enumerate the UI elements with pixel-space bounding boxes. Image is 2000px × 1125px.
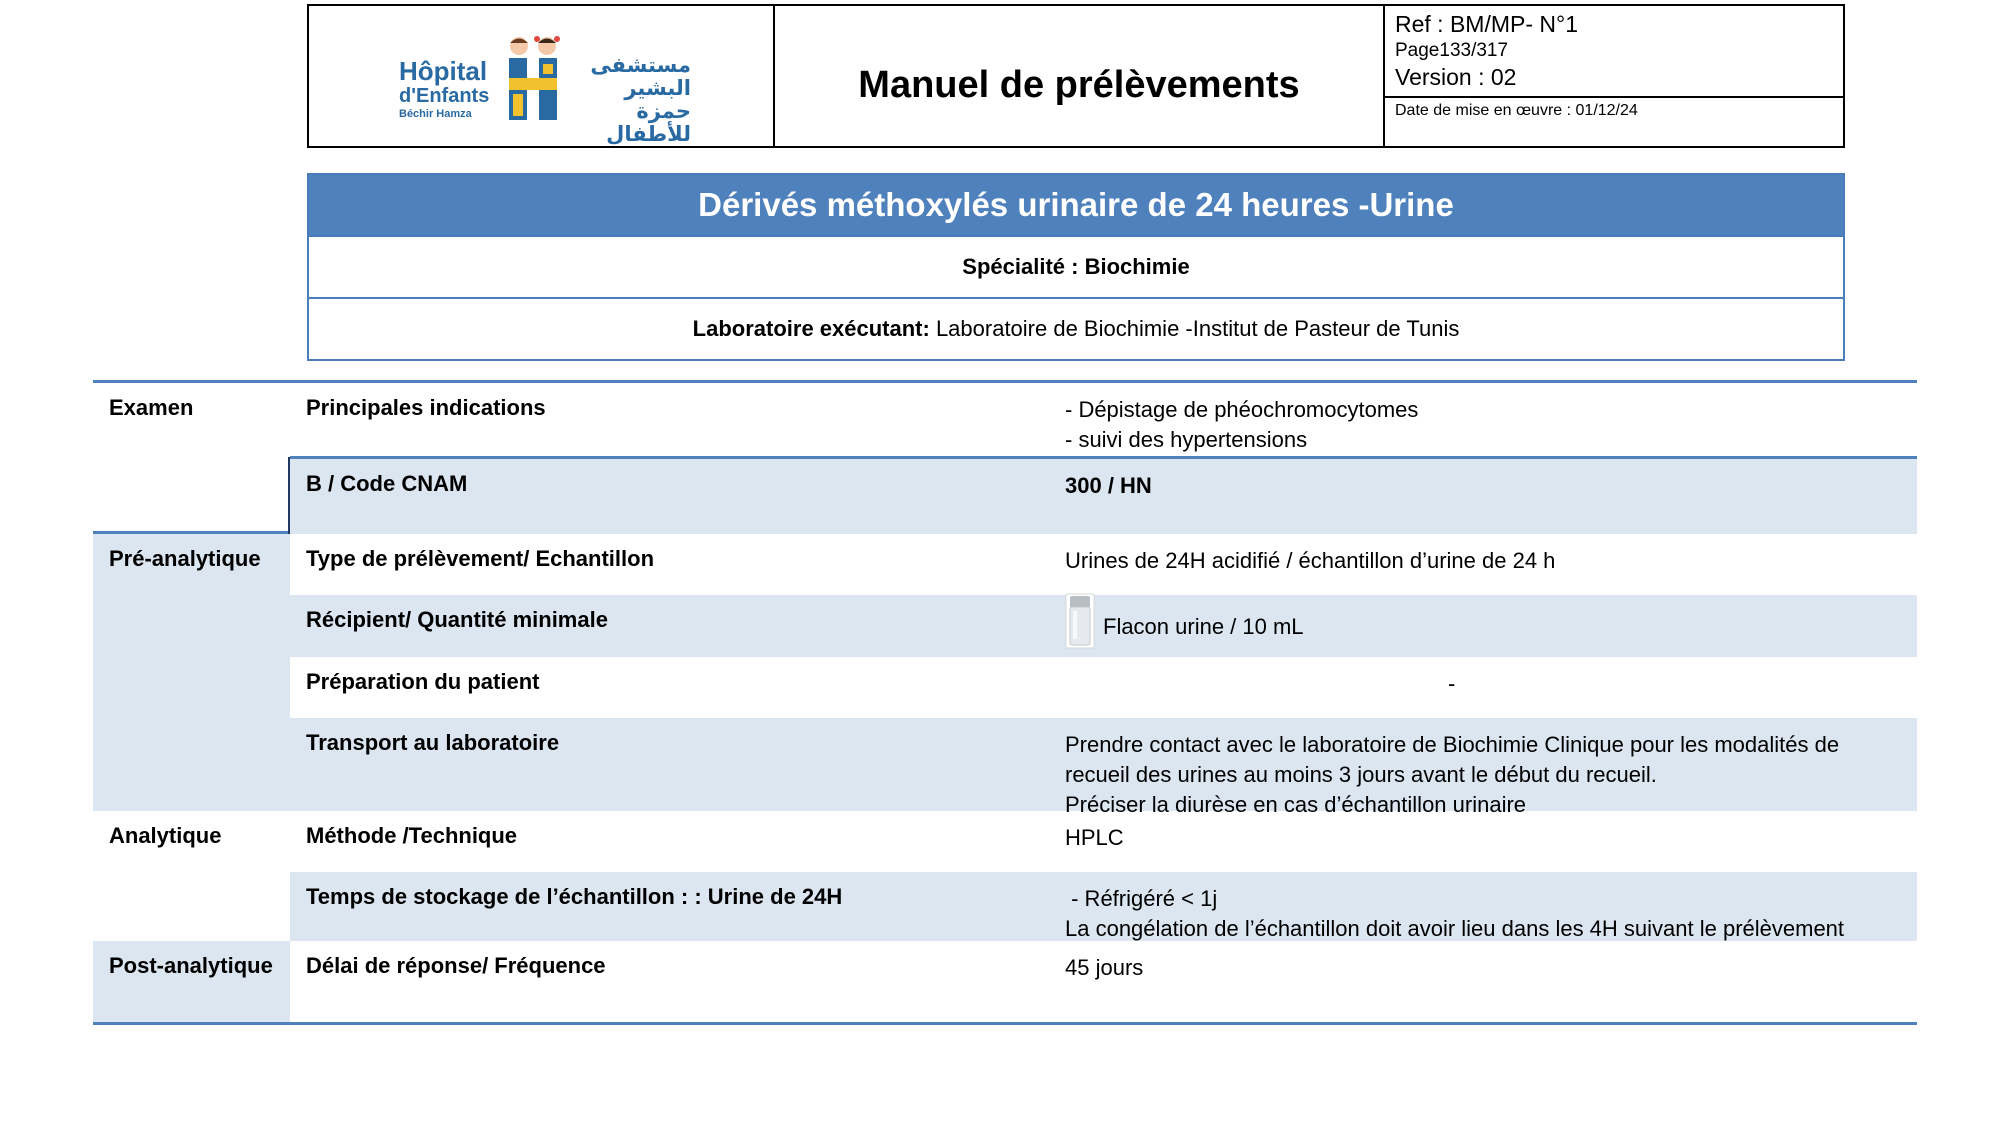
section-examen — [93, 383, 290, 459]
storage-value — [1065, 884, 1844, 944]
transport-label: Transport au laboratoire — [306, 730, 560, 755]
cnam-label: B / Code CNAM — [306, 471, 468, 496]
logo-ar-line-2: البشير حمزة — [624, 76, 691, 123]
storage-line-1: - Réfrigéré < 1j — [1065, 886, 1218, 911]
section-analytique-label: Analytique — [109, 823, 222, 848]
row-delay — [290, 941, 1917, 1022]
logo-ar-line-3: للأطفال — [606, 122, 691, 146]
patient-prep-value: - — [1448, 671, 1456, 696]
indication-2: - suivi des hypertensions — [1065, 427, 1308, 452]
test-title-block — [307, 173, 1845, 361]
recipient-label: Récipient/ Quantité minimale — [306, 607, 608, 632]
page-number: Page133/317 — [1395, 40, 1509, 61]
executing-lab-label: Laboratoire exécutant: — [692, 316, 930, 341]
row-patient-prep — [290, 657, 1917, 718]
transport-line-2: recueil des urines au moins 3 jours avant le début du recueil. — [1065, 762, 1657, 787]
logo-line-3: Béchir Hamza — [399, 108, 472, 120]
logo-arabic-text — [571, 54, 691, 146]
cnam-value: 300 / HN — [1065, 473, 1152, 498]
row-sample-type — [290, 534, 1917, 595]
hospital-logo — [309, 6, 775, 146]
transport-line-3: Préciser la diurèse en cas d’échantillon urinaire — [1065, 792, 1527, 817]
row-transport — [290, 718, 1917, 817]
recipient-text: Flacon urine / 10 mL — [1103, 613, 1304, 639]
section-pre-label: Pré-analytique — [109, 546, 261, 571]
patient-prep-label: Préparation du patient — [306, 669, 540, 694]
logo-line-1: Hôpital — [399, 56, 488, 86]
row-cnam — [290, 459, 1917, 534]
logo-ar-line-1: مستشفى — [590, 53, 691, 77]
logo-line-2: d'Enfants — [399, 85, 490, 107]
storage-line-2: La congélation de l’échantillon doit avoir lieu dans les 4H suivant le prélèvement — [1065, 916, 1845, 941]
document-meta — [1385, 6, 1843, 146]
section-analytique — [93, 811, 290, 941]
version: Version : 02 — [1395, 64, 1517, 90]
storage-label: Temps de stockage de l’échantillon : : Urine de 24H — [306, 884, 843, 909]
delay-value: 45 jours — [1065, 955, 1144, 980]
logo-french-text — [399, 58, 489, 120]
indications-value — [1065, 395, 1418, 455]
row-indications — [290, 383, 1917, 457]
urine-flask-icon — [1065, 593, 1095, 649]
implementation-date: Date de mise en œuvre : 01/12/24 — [1395, 102, 1638, 119]
document-header — [307, 4, 1845, 148]
manual-title-cell — [775, 6, 1385, 146]
row-storage — [290, 872, 1917, 941]
ref-number: Ref : BM/MP- N°1 — [1395, 11, 1579, 37]
method-label: Méthode /Technique — [306, 823, 518, 848]
delay-label: Délai de réponse/ Fréquence — [306, 953, 606, 978]
sample-type-label: Type de prélèvement/ Echantillon — [306, 546, 655, 571]
section-post-label: Post-analytique — [109, 953, 273, 978]
logo-children-h-icon — [499, 34, 567, 124]
sample-type-value: Urines de 24H acidifié / échantillon d’urine de 24 h — [1065, 548, 1556, 573]
table-bottom-border — [93, 1022, 1917, 1025]
transport-line-1: Prendre contact avec le laboratoire de Biochimie Clinique pour les modalités de — [1065, 732, 1840, 757]
recipient-value — [1065, 607, 1304, 649]
executing-lab — [309, 297, 1843, 359]
row-recipient — [290, 595, 1917, 657]
row-method — [290, 811, 1917, 872]
specialty: Spécialité : Biochimie — [309, 235, 1843, 297]
section-pre-analytique — [93, 534, 290, 811]
test-title: Dérivés méthoxylés urinaire de 24 heures -Urine — [309, 175, 1843, 235]
indications-label: Principales indications — [306, 395, 546, 420]
method-value: HPLC — [1065, 825, 1124, 850]
transport-value — [1065, 730, 1839, 820]
executing-lab-value: Laboratoire de Biochimie -Institut de Pasteur de Tunis — [929, 316, 1460, 341]
indication-1: - Dépistage de phéochromocytomes — [1065, 397, 1419, 422]
manual-title: Manuel de prélèvements — [858, 63, 1300, 106]
section-post-analytique — [93, 941, 290, 1022]
section-examen-label: Examen — [109, 395, 194, 420]
